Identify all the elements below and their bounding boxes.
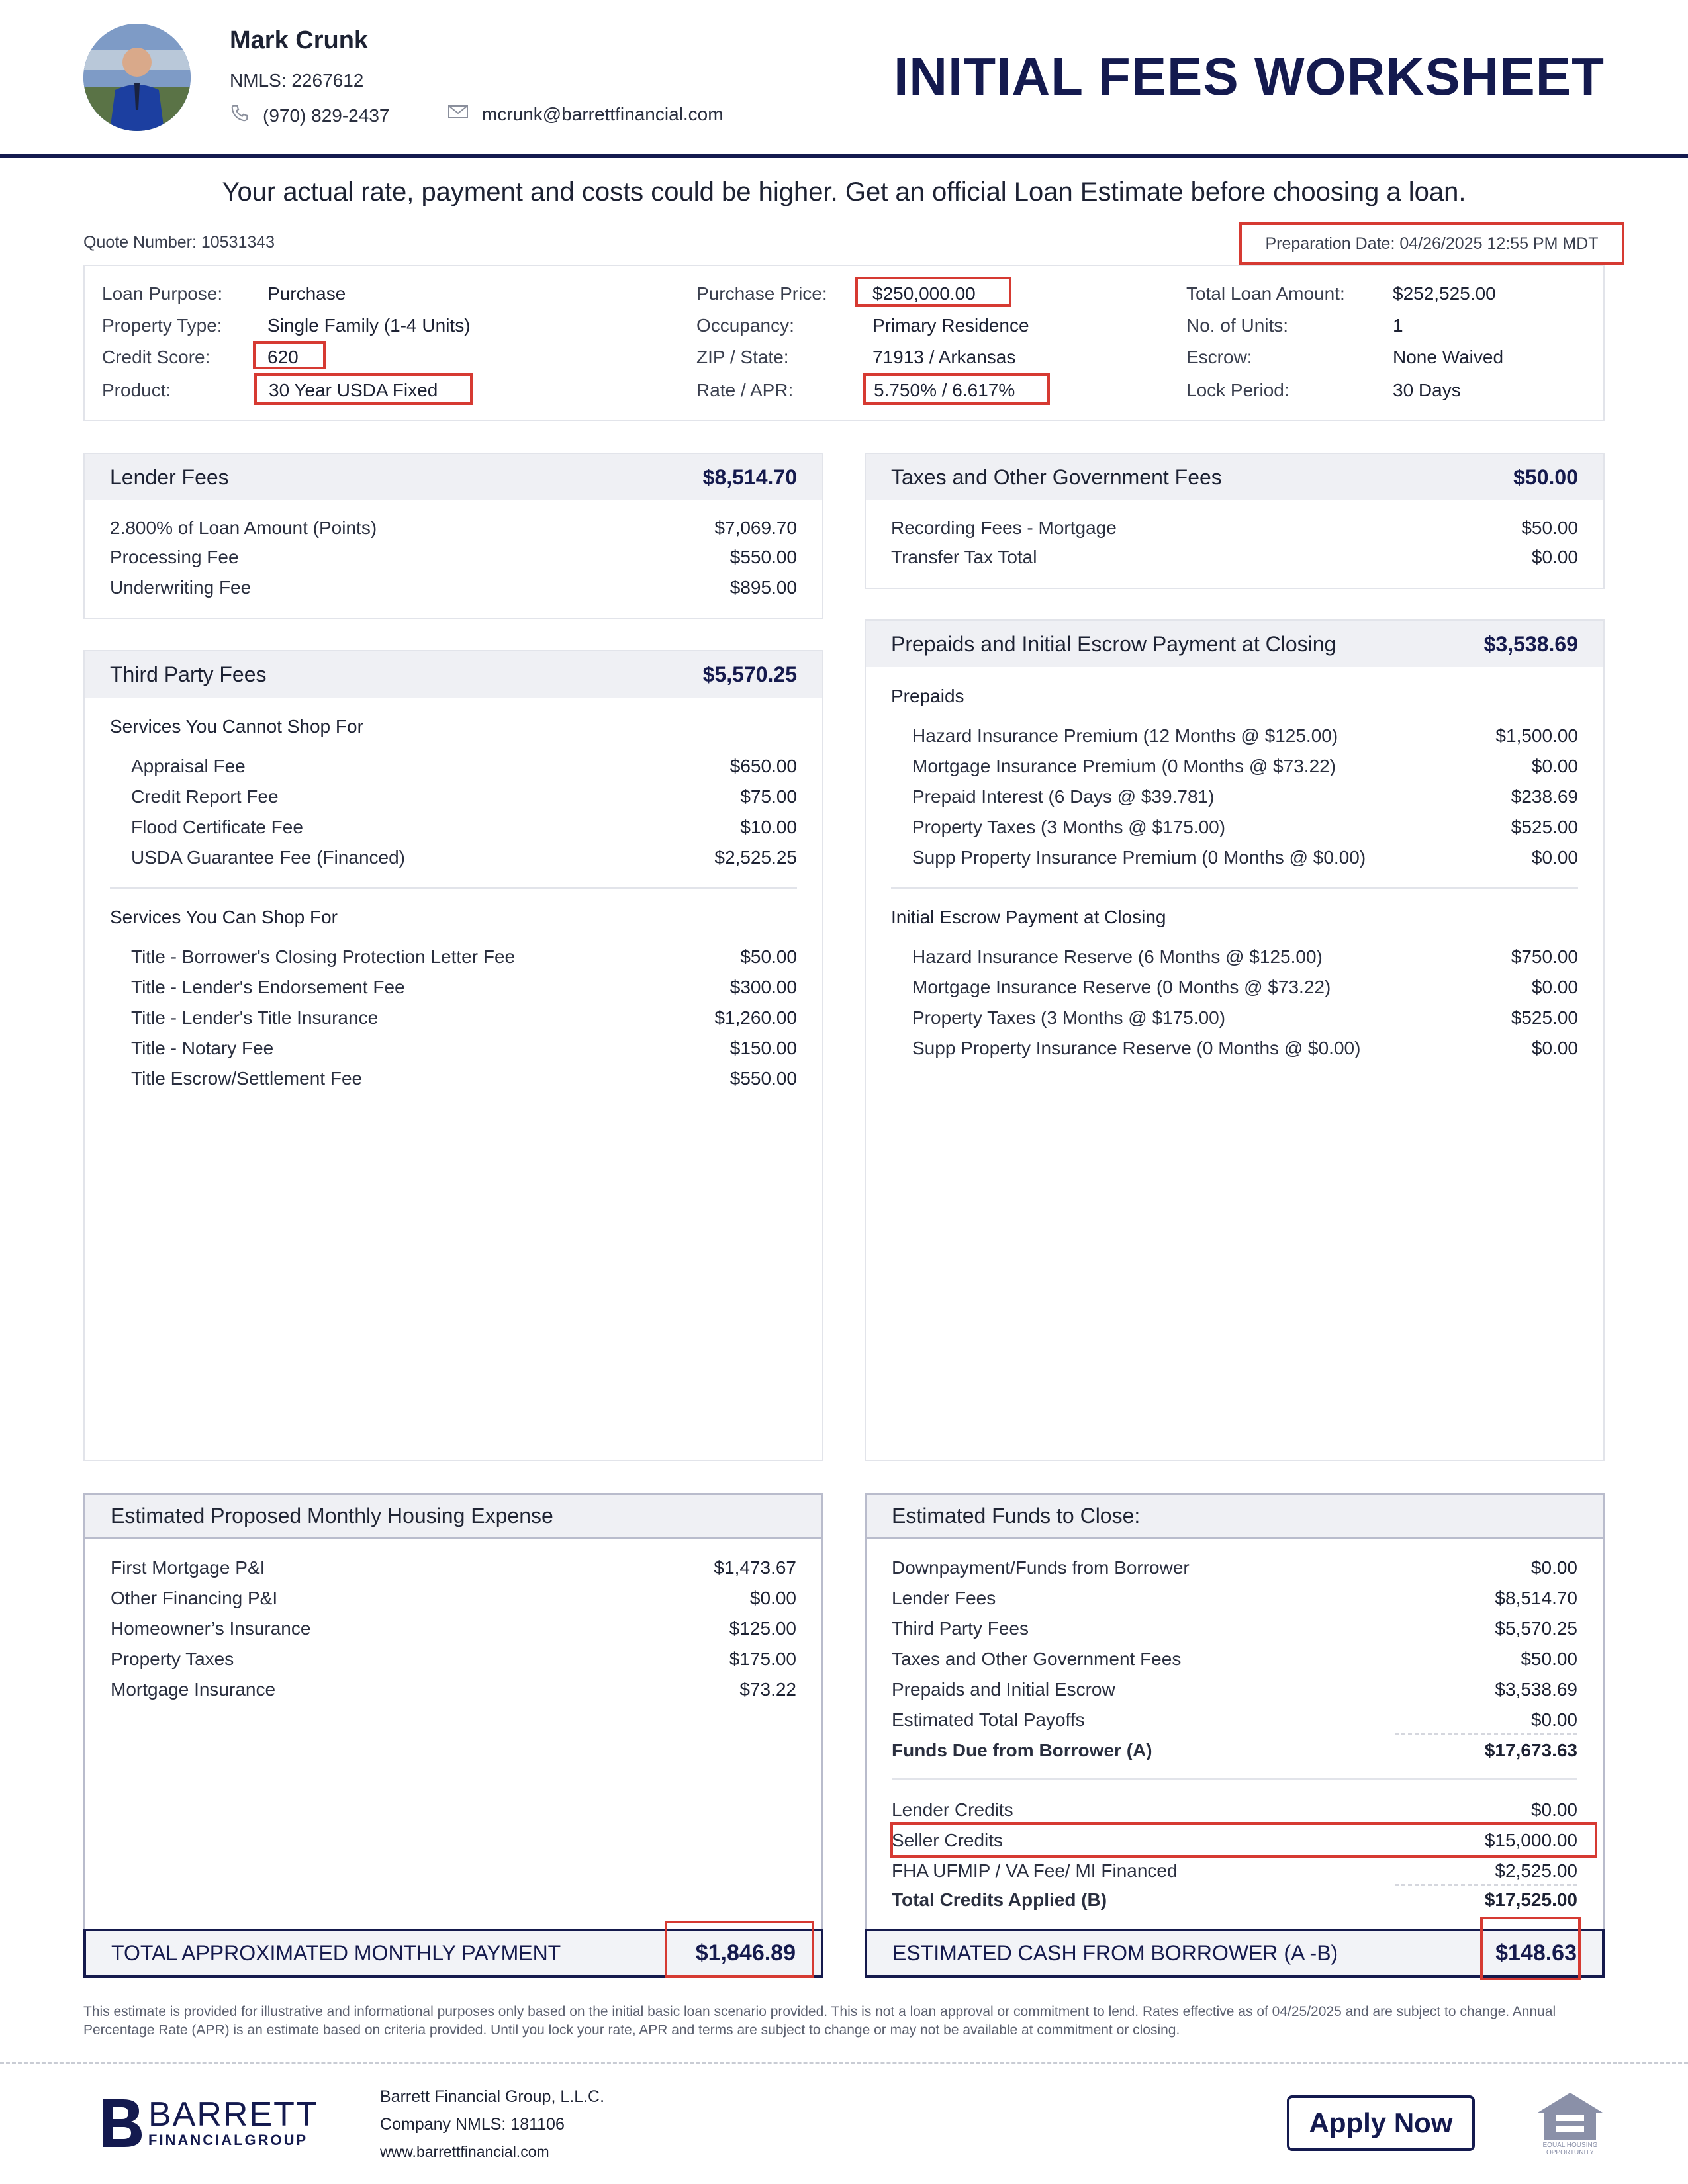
summary-value: Single Family (1-4 Units) <box>267 315 471 336</box>
credit-label: Lender Credits <box>892 1799 1013 1820</box>
monthly-expense-header <box>85 1495 821 1539</box>
fee-label: Flood Certificate Fee <box>131 817 303 837</box>
fee-label: Supp Property Insurance Premium (0 Months @ $0.00) <box>912 847 1366 868</box>
fee-amount: $2,525.25 <box>714 847 797 868</box>
highlight-box <box>1480 1917 1581 1980</box>
summary-label: Occupancy: <box>696 315 794 336</box>
phone-icon <box>230 103 250 128</box>
quote-number: Quote Number: 10531343 <box>83 233 275 251</box>
subsection-title: Initial Escrow Payment at Closing <box>891 907 1166 927</box>
fee-amount: $10.00 <box>740 817 797 837</box>
barrett-logo <box>101 2097 318 2150</box>
funds-label: Downpayment/Funds from Borrower <box>892 1557 1190 1578</box>
funds-amount: $50.00 <box>1521 1649 1577 1669</box>
summary-label: Escrow: <box>1186 347 1252 367</box>
section-divider <box>110 887 797 889</box>
funds-amount: $0.00 <box>1530 1557 1577 1578</box>
fee-amount: $0.00 <box>1531 1038 1578 1058</box>
section-title: Third Party Fees <box>110 662 267 686</box>
fee-row <box>110 577 797 598</box>
funds-due-label: Funds Due from Borrower (A) <box>892 1740 1152 1760</box>
fee-row <box>131 847 797 868</box>
funds-amount: $8,514.70 <box>1495 1588 1577 1608</box>
fee-amount: $0.00 <box>1531 847 1578 868</box>
fee-label: Hazard Insurance Premium (12 Months @ $125.00) <box>912 725 1338 746</box>
total-credits-row <box>892 1889 1577 1911</box>
company-nmls: Company NMLS: 181106 <box>380 2115 565 2134</box>
fee-row <box>912 786 1578 807</box>
expense-row <box>111 1679 796 1700</box>
fee-label: Title - Lender's Title Insurance <box>131 1007 379 1028</box>
section-total: $8,514.70 <box>702 465 797 489</box>
highlight-box <box>665 1921 814 1978</box>
header-divider <box>0 154 1688 158</box>
summary-label: ZIP / State: <box>696 347 789 367</box>
expense-amount: $73.22 <box>739 1679 796 1700</box>
funds-row <box>892 1618 1577 1639</box>
legal-disclaimer: This estimate is provided for illustrative and informational purposes only based on the initial basic loan scenario provided. This is not a loan approval or commitment to lend. Rates effective as of 04/25/2025 and are subject to change. Annual Percentage Rate (APR) is an estimate based on criteria provided. Until you lock your rate, APR and terms are subject to change or may not be available at commitment or closing. <box>83 2004 1556 2038</box>
fee-amount: $0.00 <box>1531 977 1578 997</box>
expense-label: Mortgage Insurance <box>111 1679 276 1700</box>
section-divider <box>891 887 1578 889</box>
fee-amount: $238.69 <box>1511 786 1578 807</box>
phone-number[interactable]: (970) 829-2437 <box>263 105 390 126</box>
fee-row <box>912 847 1578 868</box>
fee-row <box>912 725 1578 747</box>
section-divider <box>892 1778 1577 1780</box>
barrett-b-icon <box>101 2097 143 2150</box>
fee-label: Title - Borrower's Closing Protection Letter Fee <box>131 946 516 967</box>
prepaids-header <box>866 621 1603 667</box>
fee-label: Processing Fee <box>110 547 239 567</box>
fee-amount: $550.00 <box>729 1068 797 1089</box>
expense-row <box>111 1618 796 1639</box>
equal-housing-icon <box>1535 2090 1605 2142</box>
expense-label: Property Taxes <box>111 1649 234 1669</box>
monthly-expense-panel <box>83 1493 823 1978</box>
subsection-title: Prepaids <box>891 686 964 706</box>
fee-label: Appraisal Fee <box>131 756 246 776</box>
lender-fees-header <box>85 454 822 500</box>
funds-to-close-header <box>867 1495 1603 1539</box>
fee-amount: $50.00 <box>1521 518 1578 538</box>
fee-amount: $300.00 <box>729 977 797 997</box>
expense-row <box>111 1649 796 1670</box>
fee-amount: $650.00 <box>729 756 797 776</box>
expense-amount: $125.00 <box>729 1618 796 1639</box>
credit-score-value: 620 <box>253 341 326 369</box>
prepaids-panel <box>865 619 1605 1461</box>
credit-label: Seller Credits <box>892 1830 1004 1850</box>
fee-row <box>131 1007 797 1028</box>
loan-summary <box>83 265 1605 421</box>
fee-label: Underwriting Fee <box>110 577 252 598</box>
fee-label: Title Escrow/Settlement Fee <box>131 1068 363 1089</box>
funds-amount: $3,538.69 <box>1495 1679 1577 1700</box>
funds-amount: $0.00 <box>1530 1709 1577 1730</box>
credit-amount: $0.00 <box>1530 1799 1577 1820</box>
phone-contact[interactable] <box>230 103 389 128</box>
logo-subtitle: FINANCIALGROUP <box>148 2132 308 2148</box>
expense-row <box>111 1557 796 1578</box>
total-label: TOTAL APPROXIMATED MONTHLY PAYMENT <box>111 1940 561 1965</box>
fee-label: Recording Fees - Mortgage <box>891 518 1117 538</box>
fee-row <box>131 946 797 968</box>
company-website[interactable]: www.barrettfinancial.com <box>380 2143 549 2160</box>
funds-label: Third Party Fees <box>892 1618 1029 1639</box>
fee-row <box>912 817 1578 838</box>
section-total: $50.00 <box>1513 465 1578 489</box>
funds-row <box>892 1709 1577 1731</box>
section-total: $3,538.69 <box>1483 631 1578 656</box>
preparation-date: Preparation Date: 04/26/2025 12:55 PM MDT <box>1239 222 1624 265</box>
summary-value: $252,525.00 <box>1393 283 1496 304</box>
summary-label: Lock Period: <box>1186 380 1289 400</box>
footer-divider <box>0 2062 1688 2064</box>
fee-label: Hazard Insurance Reserve (6 Months @ $125.00) <box>912 946 1323 967</box>
fee-amount: $525.00 <box>1511 817 1578 837</box>
fee-row <box>110 518 797 539</box>
funds-amount: $5,570.25 <box>1495 1618 1577 1639</box>
fee-label: Property Taxes (3 Months @ $175.00) <box>912 1007 1226 1028</box>
total-credits-amount: $17,525.00 <box>1484 1889 1577 1910</box>
summary-value: 30 Days <box>1393 380 1461 400</box>
fee-row <box>131 756 797 777</box>
fee-amount: $550.00 <box>729 547 797 567</box>
funds-due-amount: $17,673.63 <box>1484 1740 1577 1760</box>
expense-label: Other Financing P&I <box>111 1588 278 1608</box>
fee-label: Supp Property Insurance Reserve (0 Months @ $0.00) <box>912 1038 1361 1058</box>
apply-now-button[interactable]: Apply Now <box>1287 2095 1475 2151</box>
fee-amount: $7,069.70 <box>714 518 797 538</box>
fee-amount: $50.00 <box>740 946 797 967</box>
funds-row <box>892 1588 1577 1609</box>
summary-label: Purchase Price: <box>696 283 827 304</box>
loan-officer-name: Mark Crunk <box>230 26 369 54</box>
third-party-fees-header <box>85 651 822 698</box>
product-value: 30 Year USDA Fixed <box>254 373 473 405</box>
expense-label: First Mortgage P&I <box>111 1557 265 1578</box>
equal-housing-text: EQUAL HOUSING OPPORTUNITY <box>1542 2142 1598 2156</box>
funds-label: Prepaids and Initial Escrow <box>892 1679 1115 1700</box>
section-title: Lender Fees <box>110 465 229 489</box>
fee-row <box>110 547 797 568</box>
fee-amount: $0.00 <box>1531 547 1578 567</box>
summary-label: Credit Score: <box>102 347 211 367</box>
fee-row <box>912 977 1578 998</box>
funds-label: Lender Fees <box>892 1588 996 1608</box>
section-total: $5,570.25 <box>702 662 797 686</box>
fee-amount: $150.00 <box>729 1038 797 1058</box>
expense-amount: $0.00 <box>749 1588 796 1608</box>
fee-row <box>912 1007 1578 1028</box>
funds-row <box>892 1557 1577 1578</box>
credit-row <box>892 1799 1577 1821</box>
credit-label: FHA UFMIP / VA Fee/ MI Financed <box>892 1860 1178 1881</box>
equal-housing-logo <box>1533 2090 1607 2156</box>
mail-icon <box>447 103 469 125</box>
lender-fees-panel <box>83 453 823 619</box>
credit-amount: $2,525.00 <box>1495 1860 1577 1881</box>
purchase-price-value: $250,000.00 <box>855 277 1011 307</box>
subsection-title: Services You Can Shop For <box>110 907 338 927</box>
expense-row <box>111 1588 796 1609</box>
fee-amount: $895.00 <box>729 577 797 598</box>
fee-row <box>131 977 797 998</box>
fee-amount: $0.00 <box>1531 756 1578 776</box>
logo-wordmark: BARRETT <box>148 2095 318 2134</box>
summary-label: Rate / APR: <box>696 380 794 400</box>
loan-officer-nmls: NMLS: 2267612 <box>230 70 364 91</box>
fee-row <box>891 547 1578 568</box>
fee-row <box>131 786 797 807</box>
fee-row <box>912 1038 1578 1059</box>
funds-due-row <box>892 1740 1577 1761</box>
section-title: Estimated Proposed Monthly Housing Expense <box>111 1504 553 1527</box>
summary-label: No. of Units: <box>1186 315 1289 336</box>
credit-row <box>892 1860 1577 1882</box>
summary-value: Primary Residence <box>872 315 1029 336</box>
summary-value: None Waived <box>1393 347 1504 367</box>
expense-label: Homeowner’s Insurance <box>111 1618 311 1639</box>
cash-from-borrower: $148.63 <box>1495 1940 1577 1966</box>
fee-row <box>912 946 1578 968</box>
summary-label: Total Loan Amount: <box>1186 283 1345 304</box>
summary-label: Loan Purpose: <box>102 283 223 304</box>
summary-value: 71913 / Arkansas <box>872 347 1016 367</box>
fee-row <box>131 817 797 838</box>
funds-label: Estimated Total Payoffs <box>892 1709 1085 1730</box>
fee-amount: $1,500.00 <box>1495 725 1578 746</box>
summary-label: Product: <box>102 380 171 400</box>
taxes-panel <box>865 453 1605 589</box>
funds-label: Taxes and Other Government Fees <box>892 1649 1182 1669</box>
fee-label: 2.800% of Loan Amount (Points) <box>110 518 377 538</box>
fee-row <box>131 1038 797 1059</box>
section-title: Estimated Funds to Close: <box>892 1504 1141 1527</box>
email-contact[interactable] <box>447 103 724 125</box>
fee-label: Title - Notary Fee <box>131 1038 274 1058</box>
loan-officer-photo <box>83 24 191 131</box>
section-title: Prepaids and Initial Escrow Payment at Closing <box>891 631 1336 656</box>
funds-to-close-panel <box>865 1493 1605 1978</box>
rate-disclaimer: Your actual rate, payment and costs could be higher. Get an official Loan Estimate before choosing a loan. <box>222 177 1466 206</box>
fee-amount: $525.00 <box>1511 1007 1578 1028</box>
total-label: ESTIMATED CASH FROM BORROWER (A -B) <box>892 1940 1338 1965</box>
company-name: Barrett Financial Group, L.L.C. <box>380 2087 605 2106</box>
email-address[interactable]: mcrunk@barrettfinancial.com <box>482 103 724 124</box>
funds-row <box>892 1649 1577 1670</box>
total-credits-label: Total Credits Applied (B) <box>892 1889 1107 1910</box>
fee-label: Prepaid Interest (6 Days @ $39.781) <box>912 786 1215 807</box>
subtotal-rule <box>1395 1733 1577 1735</box>
fee-label: USDA Guarantee Fee (Financed) <box>131 847 405 868</box>
expense-amount: $1,473.67 <box>714 1557 796 1578</box>
fee-row <box>131 1068 797 1089</box>
fee-amount: $75.00 <box>740 786 797 807</box>
fee-amount: $750.00 <box>1511 946 1578 967</box>
credit-amount: $15,000.00 <box>1484 1830 1577 1850</box>
total-monthly-payment: $1,846.89 <box>695 1940 796 1966</box>
rate-apr-value: 5.750% / 6.617% <box>863 373 1050 405</box>
summary-value: 1 <box>1393 315 1403 336</box>
fee-label: Mortgage Insurance Reserve (0 Months @ $73.22) <box>912 977 1331 997</box>
expense-amount: $175.00 <box>729 1649 796 1669</box>
document-title: INITIAL FEES WORKSHEET <box>894 47 1605 106</box>
funds-row <box>892 1679 1577 1700</box>
taxes-header <box>866 454 1603 500</box>
highlight-box <box>890 1822 1597 1858</box>
section-title: Taxes and Other Government Fees <box>891 465 1222 489</box>
fee-label: Credit Report Fee <box>131 786 279 807</box>
fee-label: Mortgage Insurance Premium (0 Months @ $73.22) <box>912 756 1336 776</box>
subtotal-rule <box>1395 1884 1577 1886</box>
fee-row <box>891 518 1578 539</box>
subsection-title: Services You Cannot Shop For <box>110 716 363 737</box>
fee-row <box>912 756 1578 777</box>
third-party-fees-panel <box>83 650 823 1461</box>
summary-value: Purchase <box>267 283 346 304</box>
fee-label: Transfer Tax Total <box>891 547 1037 567</box>
summary-label: Property Type: <box>102 315 222 336</box>
fee-label: Property Taxes (3 Months @ $175.00) <box>912 817 1226 837</box>
fee-amount: $1,260.00 <box>714 1007 797 1028</box>
fee-label: Title - Lender's Endorsement Fee <box>131 977 405 997</box>
